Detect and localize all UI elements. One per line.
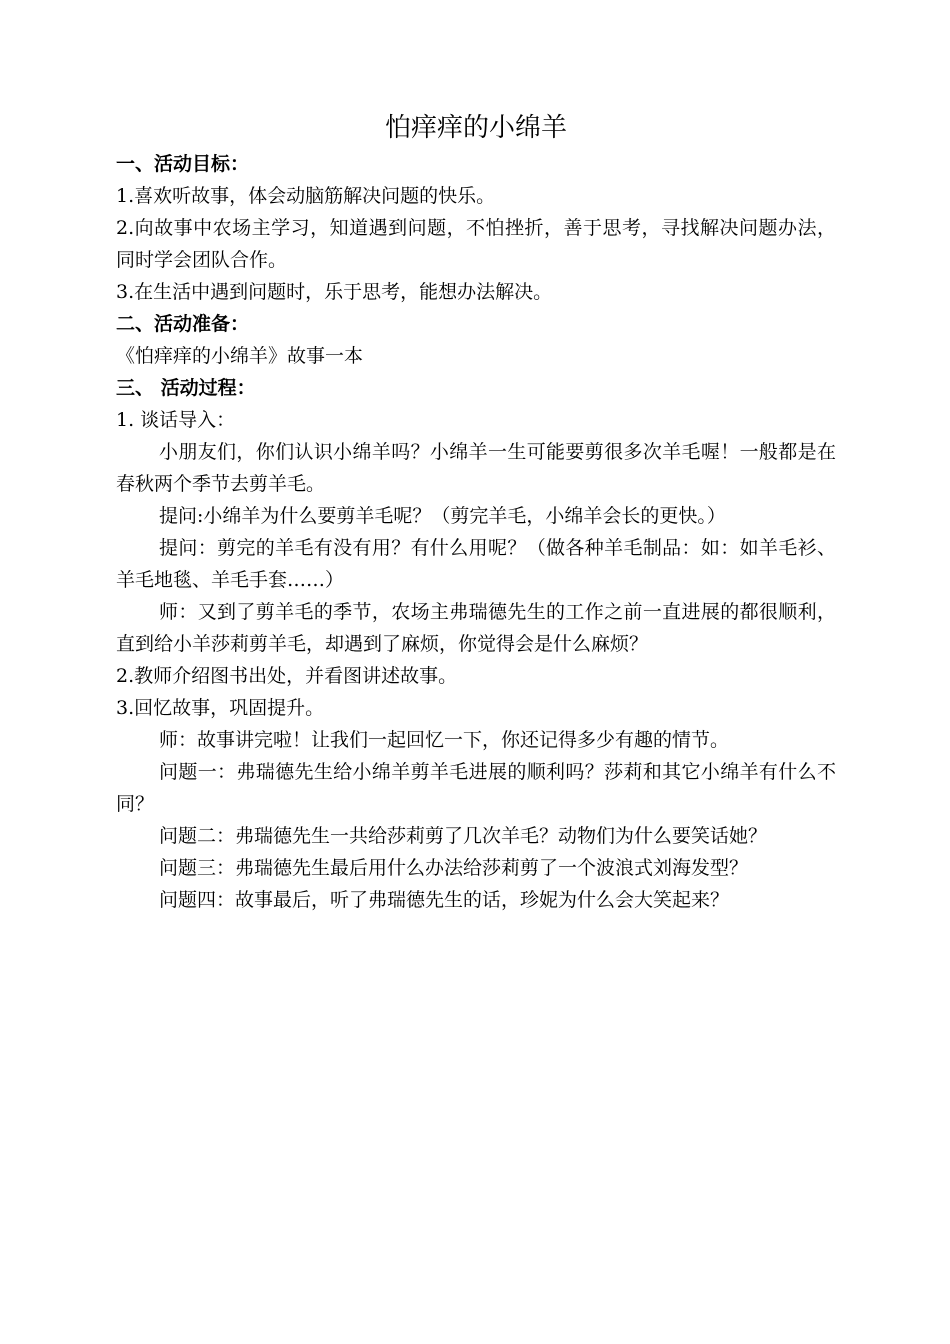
goal-item-2: 2.向故事中农场主学习，知道遇到问题，不怕挫折，善于思考，寻找解决问题办法，同时学会团队合作。 [116, 217, 836, 271]
process-step-2: 2.教师介绍图书出处，并看图讲述故事。 [116, 665, 458, 687]
process-question: 问题一：弗瑞德先生给小绵羊剪羊毛进展的顺利吗？莎莉和其它小绵羊有什么不同？ [116, 761, 836, 815]
goal-item-3: 3.在生活中遇到问题时，乐于思考，能想办法解决。 [116, 281, 553, 303]
process-question: 问题三：弗瑞德先生最后用什么办法给莎莉剪了一个波浪式刘海发型？ [159, 857, 749, 879]
process-question: 提问:小绵羊为什么要剪羊毛呢？（剪完羊毛，小绵羊会长的更快。） [159, 505, 726, 527]
process-question: 提问：剪完的羊毛有没有用？有什么用呢？（做各种羊毛制品：如：如羊毛衫、羊毛地毯、羊毛手套……） [116, 537, 836, 591]
section-heading-preparation: 二、活动准备： [116, 313, 250, 335]
preparation-item: 《怕痒痒的小绵羊》故事一本 [116, 345, 364, 367]
process-step-1: 1. 谈话导入： [116, 409, 236, 431]
goal-item-1: 1.喜欢听故事，体会动脑筋解决问题的快乐。 [116, 185, 496, 207]
process-paragraph: 师：故事讲完啦！让我们一起回忆一下，你还记得多少有趣的情节。 [159, 729, 730, 751]
process-question: 问题四：故事最后，听了弗瑞德先生的话，珍妮为什么会大笑起来？ [159, 889, 730, 911]
document-title: 怕痒痒的小绵羊 [384, 113, 567, 143]
section-heading-process: 三、 活动过程： [116, 377, 256, 399]
document-body [116, 110, 836, 916]
process-paragraph: 师：又到了剪羊毛的季节，农场主弗瑞德先生的工作之前一直进展的都很顺利，直到给小羊莎莉剪羊毛，却遇到了麻烦，你觉得会是什么麻烦？ [116, 601, 836, 655]
process-paragraph: 小朋友们，你们认识小绵羊吗？小绵羊一生可能要剪很多次羊毛喔！一般都是在春秋两个季节去剪羊毛。 [116, 441, 836, 495]
section-heading-goals: 一、活动目标： [116, 153, 250, 175]
process-step-3: 3.回忆故事，巩固提升。 [116, 697, 325, 719]
process-question: 问题二：弗瑞德先生一共给莎莉剪了几次羊毛？动物们为什么要笑话她？ [159, 825, 768, 847]
